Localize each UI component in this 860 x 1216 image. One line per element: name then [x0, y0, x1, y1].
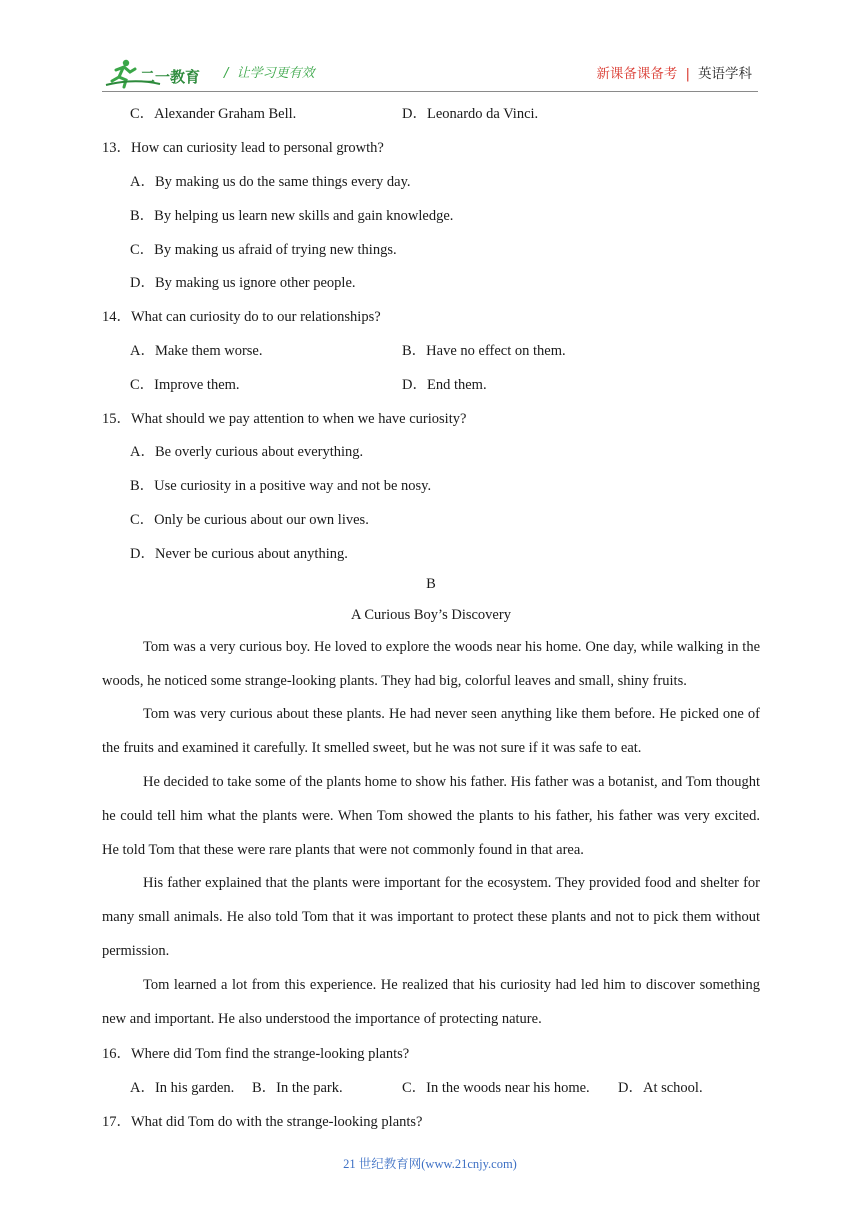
q14-question: 14．What can curiosity do to our relationships?	[102, 309, 381, 325]
q14-option-c: C．Improve them.	[130, 377, 240, 393]
q15-option-b: B．Use curiosity in a positive way and not be nosy.	[130, 478, 432, 494]
q14-option-a: A．Make them worse.	[130, 343, 263, 359]
q15-question: 15．What should we pay attention to when we have curiosity?	[102, 411, 467, 427]
header-separator: |	[685, 66, 690, 82]
slogan: / 让学习更有效	[224, 66, 315, 81]
q13-question: 13．How can curiosity lead to personal growth?	[102, 140, 384, 156]
q16-option-b: B．In the park.	[252, 1080, 343, 1096]
passage-paragraph-3: He decided to take some of the plants home to show his father. His father was a botanist, and Tom thought he could tell him what the plants were. When Tom showed the plants to his father, his father was very excited. He told Tom that these were rare plants that were not commonly found in that area.	[102, 774, 760, 858]
q16-option-a: A．In his garden.	[130, 1080, 235, 1096]
q16-option-d: D．At school.	[618, 1080, 703, 1096]
header-divider	[102, 91, 758, 92]
passage-paragraph-2: Tom was very curious about these plants. He had never seen anything like them before. He picked one of the fruits and examined it carefully. It smelled sweet, but he was not sure if it was safe to eat.	[102, 706, 760, 756]
page-footer: 21 世纪教育网(www.21cnjy.com)	[343, 1157, 517, 1171]
passage-paragraph-1: Tom was a very curious boy. He loved to explore the woods near his home. One day, while walking in the woods, he noticed some strange-looking plants. They had big, colorful leaves and small, shiny fruits.	[102, 639, 760, 689]
header-right	[596, 62, 752, 82]
section-label: B	[426, 576, 436, 592]
logo	[104, 58, 216, 90]
passage-paragraph-5: Tom learned a lot from this experience. He realized that his curiosity had led him to discover something new and important. He also understood the importance of protecting nature.	[102, 977, 760, 1027]
q13-option-c: C．By making us afraid of trying new things.	[130, 242, 397, 258]
q12-option-c: C．Alexander Graham Bell.	[130, 106, 297, 122]
passage-paragraph-4: His father explained that the plants were important for the ecosystem. They provided food and shelter for many small animals. He also told Tom that it was important to protect these plants and not to pick them without permission.	[102, 875, 760, 959]
page-header	[0, 0, 860, 100]
q15-option-a: A．Be overly curious about everything.	[130, 444, 364, 460]
q12-option-d: D．Leonardo da Vinci.	[402, 106, 539, 122]
svg-text:二一教育: 二一教育	[140, 68, 201, 86]
q13-option-d: D．By making us ignore other people.	[130, 275, 356, 291]
q13-option-b: B．By helping us learn new skills and gain knowledge.	[130, 208, 454, 224]
passage-title: A Curious Boy’s Discovery	[351, 607, 511, 623]
q13-option-a: A．By making us do the same things every day.	[130, 174, 411, 190]
q15-option-d: D．Never be curious about anything.	[130, 546, 348, 562]
q15-option-c: C．Only be curious about our own lives.	[130, 512, 369, 528]
header-label: 新课备课备考	[596, 66, 678, 82]
q14-option-b: B．Have no effect on them.	[402, 343, 566, 359]
q14-option-d: D．End them.	[402, 377, 487, 393]
q17-question: 17．What did Tom do with the strange-looking plants?	[102, 1114, 423, 1130]
q16-question: 16．Where did Tom find the strange-looking plants?	[102, 1046, 410, 1062]
header-subject: 英语学科	[698, 66, 752, 82]
q16-option-c: C．In the woods near his home.	[402, 1080, 590, 1096]
